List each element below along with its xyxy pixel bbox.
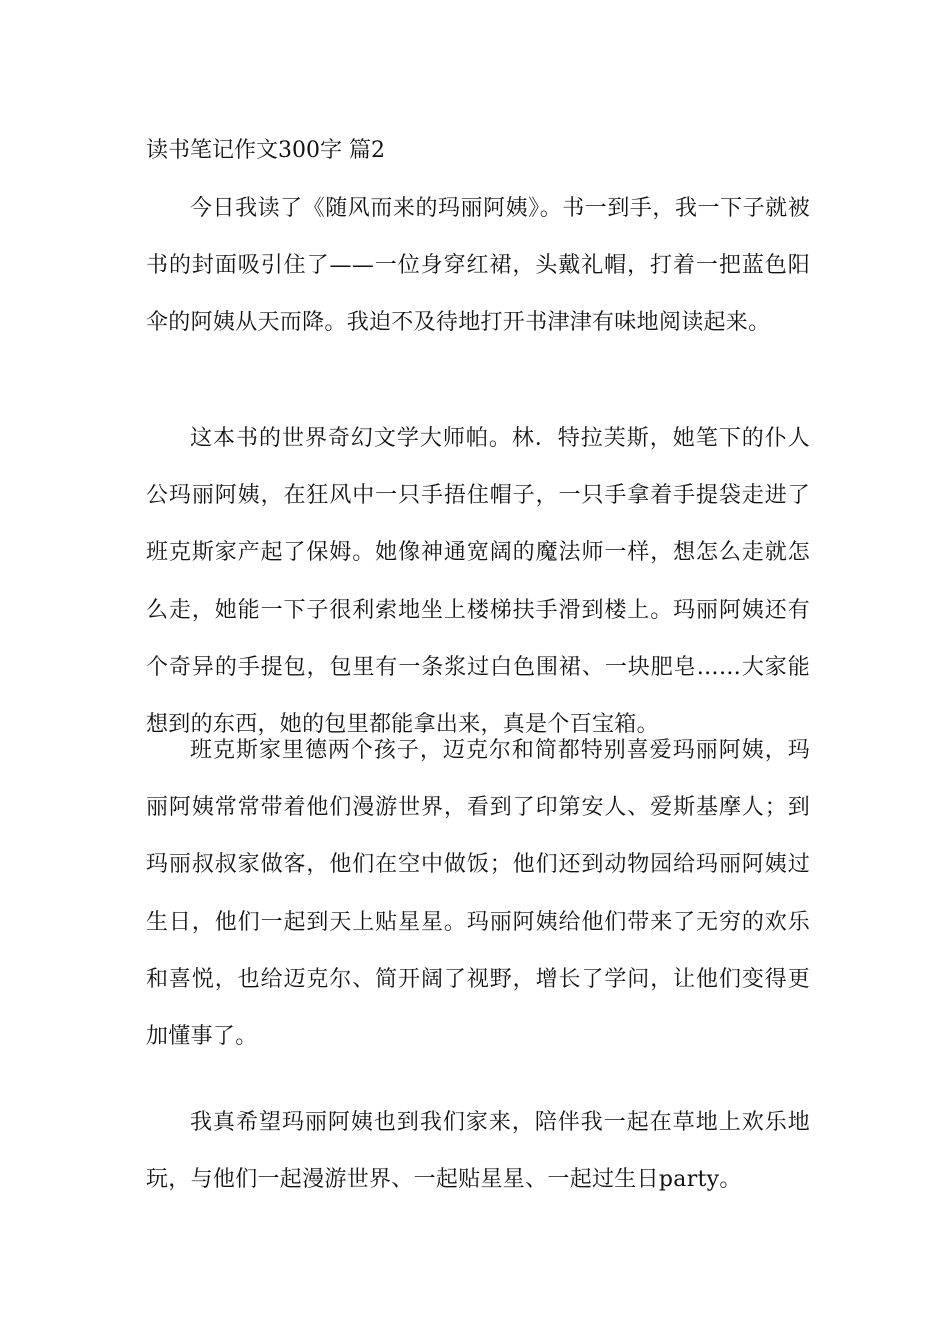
- paragraph-1: 今日我读了《随风而来的玛丽阿姨》。书一到手，我一下子就被书的封面吸引住了——一位身穿红裙，头戴礼帽，打着一把蓝色阳伞的阿姨从天而降。我迫不及待地打开书津津有味地阅读起来。: [146, 196, 810, 336]
- paragraph-3: 班克斯家里德两个孩子，迈克尔和简都特别喜爱玛丽阿姨，玛丽阿姨常常带着他们漫游世界，看到了印第安人、爱斯基摩人；到玛丽叔叔家做客，他们在空中做饭；他们还到动物园给玛丽阿姨过生日，他们一起到天上贴星星。玛丽阿姨给他们带来了无穷的欢乐和喜悦，也给迈克尔、简开阔了视野，增长了学问，让他们变得更加懂事了。: [146, 738, 810, 1050]
- paragraph-4: 我真希望玛丽阿姨也到我们家来，陪伴我一起在草地上欢乐地玩，与他们一起漫游世界、一起贴星星、一起过生日party。: [146, 1110, 810, 1193]
- paragraph-2: 这本书的世界奇幻文学大师帕。林．特拉芙斯，她笔下的仆人公玛丽阿姨，在狂风中一只手捂住帽子，一只手拿着手提袋走进了班克斯家产起了保姆。她像神通宽阔的魔法师一样，想怎么走就怎么走，她能一下子很利索地坐上楼梯扶手滑到楼上。玛丽阿姨还有个奇异的手提包，包里有一条浆过白色围裙、一块肥皂……大家能想到的东西，她的包里都能拿出来，真是个百宝箱。: [146, 426, 810, 738]
- document-title: 读书笔记作文300字 篇2: [146, 138, 385, 163]
